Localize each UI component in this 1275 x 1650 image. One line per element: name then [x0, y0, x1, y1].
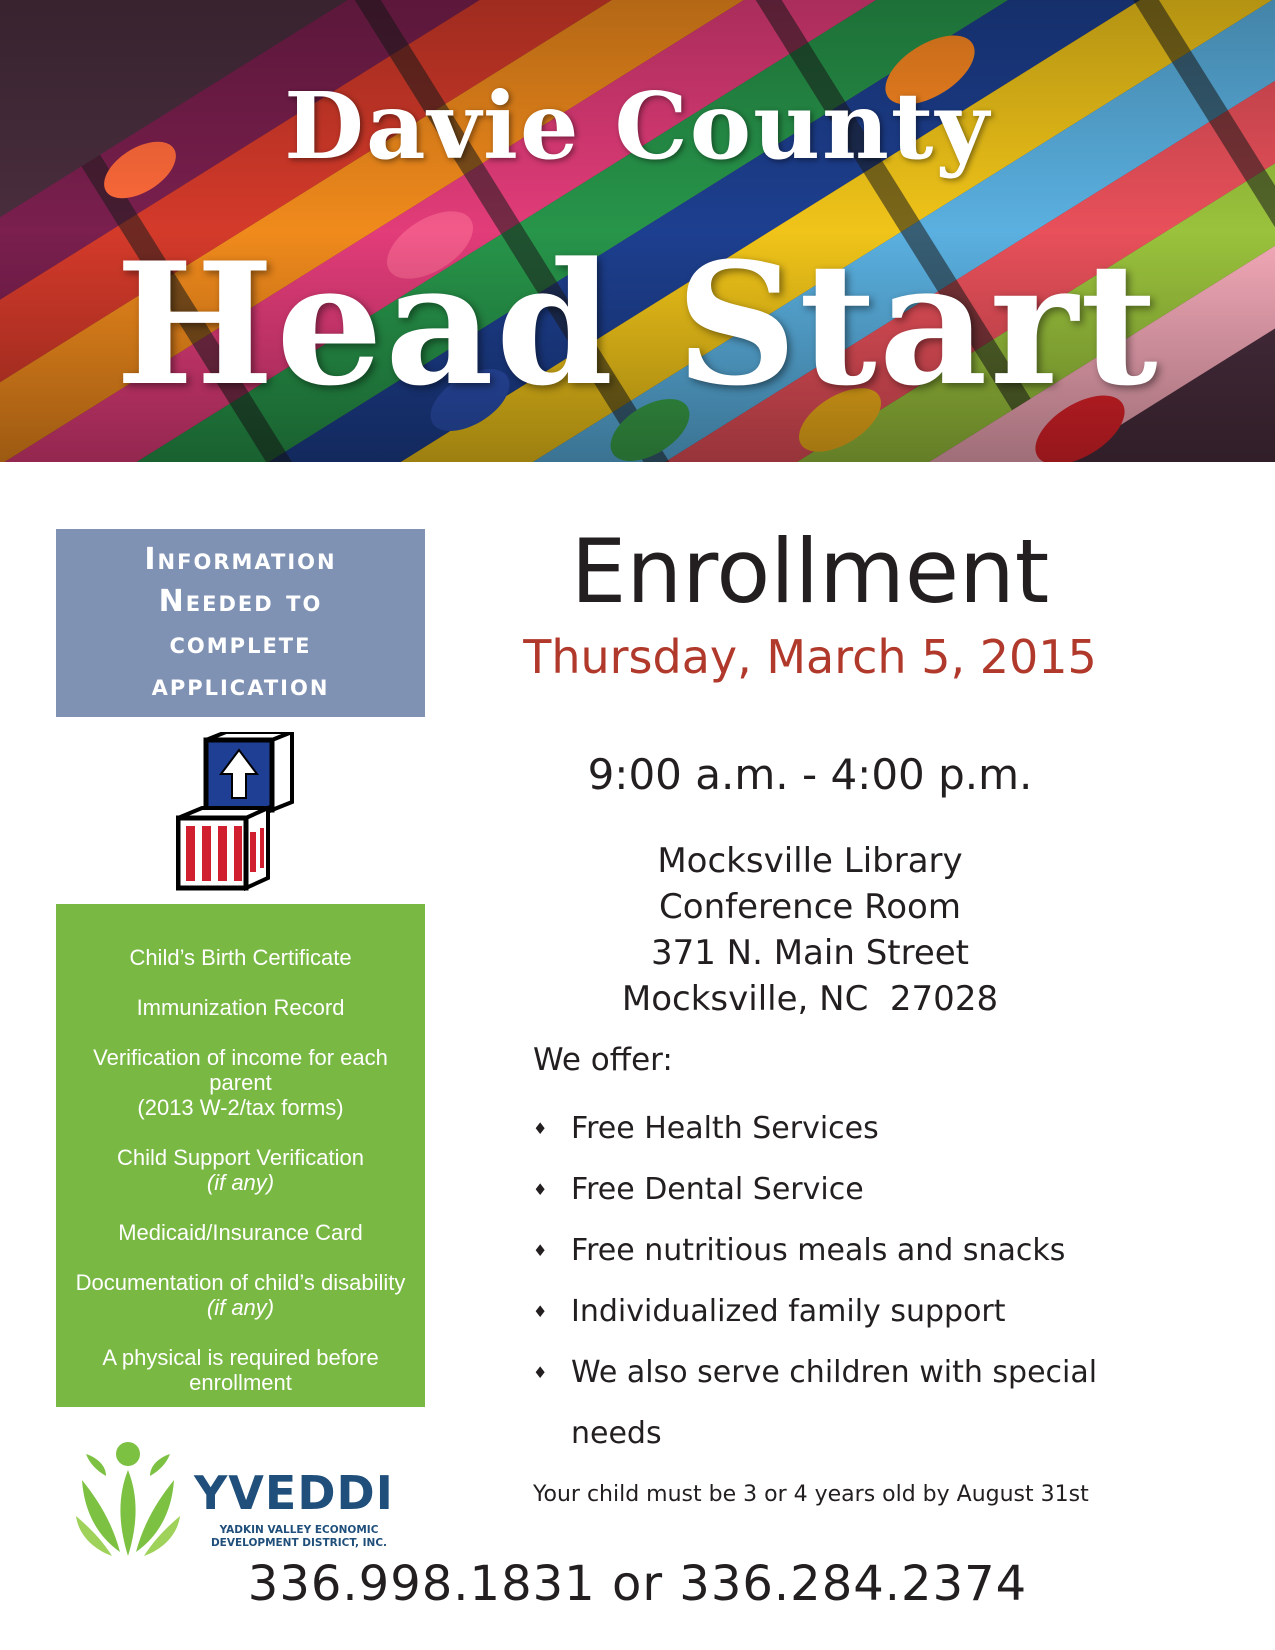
diamond-bullet-icon: ♦	[533, 1241, 548, 1260]
offers-list	[533, 1098, 1173, 1464]
offer-item	[533, 1281, 1173, 1342]
requirement-item	[70, 945, 411, 970]
requirement-text: Child Support Verification	[116, 1145, 365, 1170]
offer-text: Individualized family support	[571, 1294, 1006, 1329]
offer-item	[533, 1342, 1161, 1464]
hero-banner	[0, 0, 1275, 462]
requirement-item	[70, 995, 411, 1020]
requirement-item	[70, 1145, 411, 1195]
logo-subtitle-line: YADKIN VALLEY ECONOMIC	[219, 1524, 379, 1536]
requirement-item	[70, 1345, 411, 1395]
logo-subtitle-line: DEVELOPMENT DISTRICT, INC.	[210, 1537, 388, 1549]
requirement-text: Documentation of child’s disability	[75, 1270, 406, 1295]
info-header-line: Needed to	[158, 584, 323, 619]
event-time: 9:00 a.m. - 4:00 p.m.	[587, 750, 1033, 799]
location-line: 371 N. Main Street	[650, 933, 970, 973]
diamond-bullet-icon: ♦	[533, 1119, 548, 1138]
logo-name: YVEDDI	[194, 1466, 394, 1520]
offer-text: Free Dental Service	[571, 1172, 864, 1207]
requirement-note: (if any)	[206, 1295, 275, 1320]
offer-text: Free nutritious meals and snacks	[571, 1233, 1066, 1268]
offers-title: We offer:	[533, 1042, 673, 1078]
info-header-line: Information	[144, 542, 337, 577]
hero-title-program: Head Start	[115, 225, 1160, 423]
head-start-blocks-logo	[176, 732, 306, 892]
location-line: Mocksville Library	[657, 841, 963, 881]
diamond-bullet-icon: ♦	[533, 1180, 548, 1199]
event-location	[470, 838, 1150, 1022]
info-header-box	[56, 529, 425, 717]
requirement-note: (if any)	[206, 1170, 275, 1195]
contact-phones[interactable]: 336.998.1831 or 336.284.2374	[247, 1556, 1028, 1612]
requirement-text: Child’s Birth Certificate	[129, 945, 352, 970]
requirement-item	[70, 1270, 411, 1320]
requirement-item	[70, 1045, 411, 1120]
enrollment-title: Enrollment	[570, 520, 1050, 623]
requirement-item	[70, 1220, 411, 1245]
info-header-line: complete	[169, 626, 312, 661]
offer-item	[533, 1098, 1173, 1159]
yveddi-logo	[76, 1440, 406, 1560]
event-date: Thursday, March 5, 2015	[523, 630, 1097, 684]
offer-item	[533, 1220, 1173, 1281]
requirement-text: Verification of income for each parent	[93, 1045, 388, 1095]
age-requirement-note: Your child must be 3 or 4 years old by August 31st	[533, 1482, 1089, 1507]
diamond-bullet-icon: ♦	[533, 1302, 548, 1321]
offer-item	[533, 1159, 1173, 1220]
blocks-icon	[176, 732, 306, 892]
offer-text: We also serve children with special needs	[571, 1355, 1098, 1451]
hero-title-county: Davie County	[284, 72, 991, 180]
location-line: Mocksville, NC 27028	[621, 979, 999, 1019]
location-line: Conference Room	[659, 887, 961, 927]
yveddi-leaves-icon	[76, 1440, 191, 1560]
requirements-box	[56, 904, 425, 1407]
offer-text: Free Health Services	[571, 1111, 879, 1146]
info-header-line: application	[151, 668, 330, 703]
diamond-bullet-icon: ♦	[533, 1363, 548, 1382]
requirement-note: (2013 W-2/tax forms)	[137, 1095, 344, 1120]
requirement-text: A physical is required before enrollment	[102, 1345, 379, 1395]
logo-subtitle	[194, 1524, 404, 1550]
requirement-text: Immunization Record	[136, 995, 345, 1020]
requirement-text: Medicaid/Insurance Card	[118, 1220, 363, 1245]
